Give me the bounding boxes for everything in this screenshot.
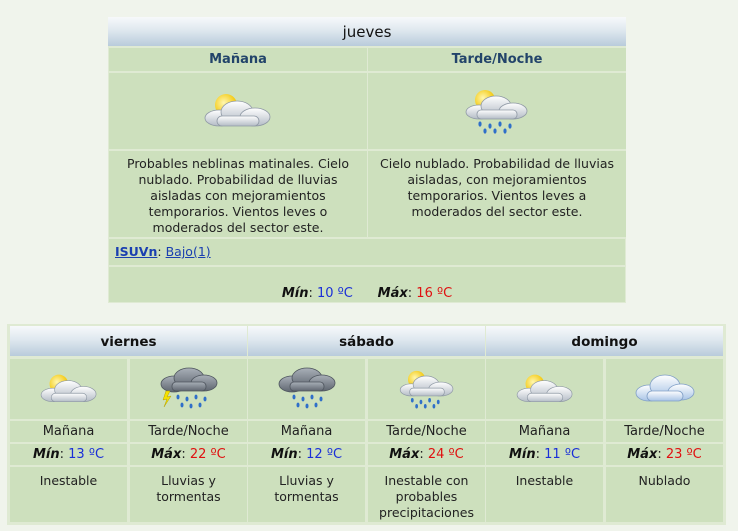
forecast-icon-cell [368, 359, 485, 419]
thunderstorm-rain-icon [156, 367, 222, 411]
isuv-separator: : [157, 244, 162, 259]
forecast-icon-cell [10, 359, 127, 419]
forecast-max-temp: Máx: 24 ºC [368, 444, 485, 465]
forecast-period-label: Tarde/Noche [606, 421, 723, 442]
min-label: Mín [32, 447, 60, 462]
partly-cloudy-icon [512, 371, 578, 407]
today-max-label: Máx [377, 286, 408, 301]
forecast-icon-cell [130, 359, 247, 419]
forecast-day-viernes [10, 326, 247, 523]
partly-cloudy-icon [36, 371, 102, 407]
forecast-period-label: Mañana [248, 421, 365, 442]
forecast-min-temp: Mín: 11 ºC [486, 444, 603, 465]
forecast-day-header: domingo [486, 326, 723, 356]
min-value: 13 ºC [68, 447, 105, 462]
today-temperatures: Mín: 10 ºC Máx: 16 ºC [109, 267, 625, 302]
isuv-link[interactable]: ISUVn [115, 244, 158, 259]
min-value: 11 ºC [544, 447, 581, 462]
forecast-description: Lluvias y tormentas [130, 467, 247, 522]
forecast-day-domingo [486, 326, 723, 523]
forecast-max-temp: Máx: 23 ºC [606, 444, 723, 465]
today-evening-icon-cell [368, 73, 626, 149]
extended-forecast [7, 324, 726, 525]
today-min-label: Mín [281, 286, 309, 301]
forecast-description: Inestable con probables precipitaciones [368, 467, 485, 522]
forecast-period-label: Mañana [10, 421, 127, 442]
forecast-day-sabado [248, 326, 485, 523]
min-value: 12 ºC [306, 447, 343, 462]
forecast-description: Inestable [486, 467, 603, 522]
today-morning-description: Probables neblinas matinales. Cielo nublado. Probabilidad de lluvias aisladas con mejoramientos temporarios. Vientos leves o moderados del sector este. [109, 151, 367, 237]
isuv-row [109, 239, 625, 265]
forecast-description: Inestable [10, 467, 127, 522]
forecast-min-temp: Mín: 13 ºC [10, 444, 127, 465]
cloudy-icon [633, 371, 697, 407]
forecast-day-header: viernes [10, 326, 247, 356]
today-max-value: 16 ºC [416, 286, 453, 301]
max-label: Máx [389, 447, 420, 462]
today-day-header: jueves [108, 17, 626, 46]
max-value: 23 ºC [665, 447, 702, 462]
forecast-icon-cell [606, 359, 723, 419]
forecast-period-label: Tarde/Noche [368, 421, 485, 442]
forecast-max-temp: Máx: 22 ºC [130, 444, 247, 465]
partly-cloudy-rain-icon [395, 369, 459, 409]
partly-cloudy-rain-icon [460, 88, 534, 134]
min-label: Mín [508, 447, 536, 462]
max-value: 22 ºC [189, 447, 226, 462]
forecast-period-label: Mañana [486, 421, 603, 442]
forecast-day-header: sábado [248, 326, 485, 356]
today-min-value: 10 ºC [316, 286, 353, 301]
forecast-period-label: Tarde/Noche [130, 421, 247, 442]
isuv-value-link[interactable]: Bajo(1) [165, 244, 211, 259]
forecast-min-temp: Mín: 12 ºC [248, 444, 365, 465]
today-evening-description: Cielo nublado. Probabilidad de lluvias aisladas, con mejoramientos temporarios. Vientos leves a moderados del sector este. [368, 151, 626, 237]
today-morning-icon-cell [109, 73, 367, 149]
thunderstorm-rain-icon [274, 367, 340, 411]
forecast-icon-cell [486, 359, 603, 419]
max-label: Máx [627, 447, 658, 462]
max-value: 24 ºC [427, 447, 464, 462]
max-label: Máx [151, 447, 182, 462]
forecast-icon-cell [248, 359, 365, 419]
today-evening-label: Tarde/Noche [368, 48, 626, 71]
forecast-description: Nublado [606, 467, 723, 522]
today-forecast [108, 17, 626, 303]
today-morning-label: Mañana [109, 48, 367, 71]
partly-cloudy-icon [199, 90, 277, 132]
min-label: Mín [270, 447, 298, 462]
forecast-description: Lluvias y tormentas [248, 467, 365, 522]
